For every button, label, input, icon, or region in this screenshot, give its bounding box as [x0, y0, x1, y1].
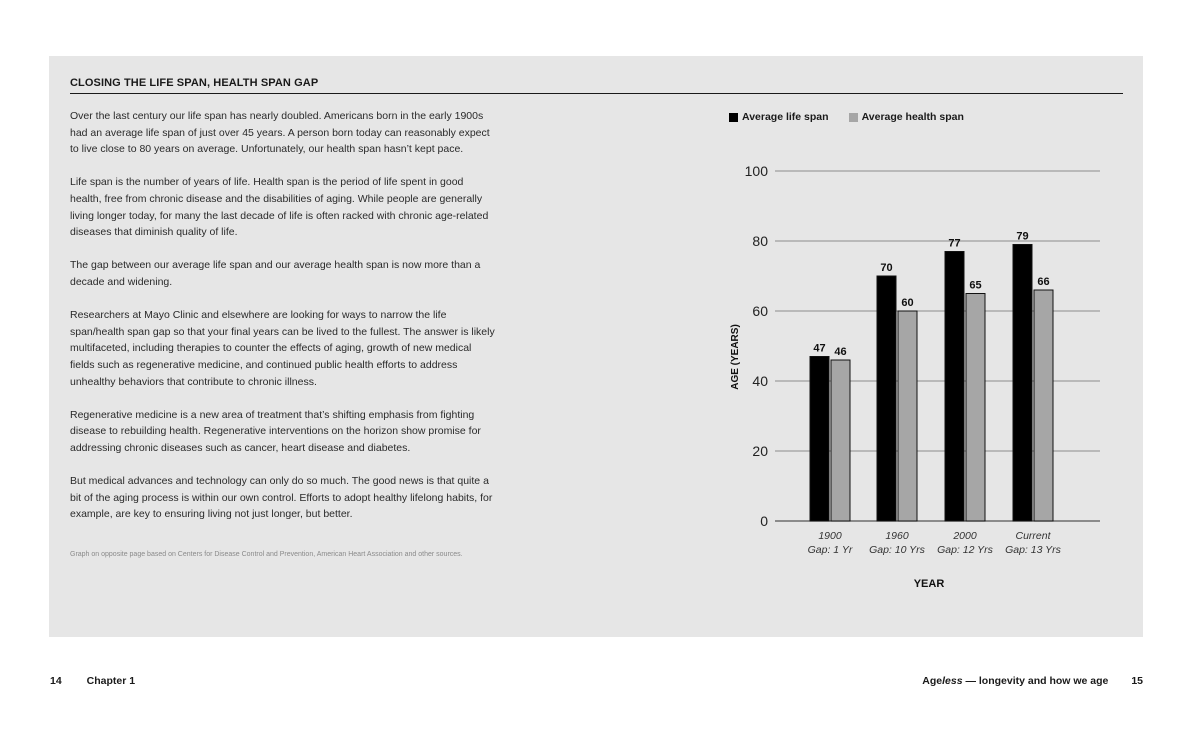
legend-label-life-span: Average life span	[742, 111, 829, 123]
paragraph: But medical advances and technology can only do so much. The good news is that quite a bit of the aging process is within our own control. Efforts to adopt healthy lifelong habits, for example, are key to ensuring living not just longer, but better.	[70, 475, 493, 521]
book-title-italic: less	[942, 675, 963, 687]
x-axis-label: YEAR	[913, 578, 945, 590]
book-title	[922, 675, 1108, 687]
bar-value-label: 70	[880, 262, 893, 274]
source-note: Graph on opposite page based on Centers for Disease Control and Prevention, American Heart Association and other sources.	[70, 551, 463, 558]
section-heading: CLOSING THE LIFE SPAN, HEALTH SPAN GAP	[70, 77, 319, 89]
chapter-label: Chapter 1	[86, 675, 136, 687]
footer-right	[922, 675, 1143, 687]
y-tick-label: 0	[760, 513, 768, 529]
x-tick-sublabel: Gap: 13 Yrs	[1005, 544, 1061, 556]
bar-value-label: 79	[1016, 230, 1029, 243]
bar	[945, 252, 964, 522]
y-tick-label: 60	[752, 303, 768, 319]
bar-value-label: 47	[813, 342, 826, 355]
bar-value-label: 77	[948, 237, 961, 250]
bar-value-label: 60	[901, 297, 914, 309]
paragraph: Life span is the number of years of life. Health span is the period of life spent in good health, free from chronic disease and the disabilities of aging. While people are generally living longer today, for many the last decade of life is often racked with chronic age-related diseases that diminish quality of life.	[70, 176, 489, 239]
book-title-post: — longevity and how we age	[962, 675, 1109, 687]
y-tick-label: 20	[752, 443, 768, 459]
bar	[966, 294, 985, 522]
bar-value-label: 65	[969, 279, 982, 292]
x-tick-sublabel: Gap: 1 Yr	[807, 544, 853, 556]
y-tick-label: 100	[744, 163, 768, 179]
bar	[1034, 290, 1053, 521]
bar	[1013, 245, 1032, 522]
paragraph: Researchers at Mayo Clinic and elsewhere are looking for ways to narrow the life span/health span gap so that your final years can be lived to the fullest. The answer is likely multifaceted, including therapies to counter the effects of aging, growth of new medical fields such as regenerative medicine, and continued public health efforts to address unhealthy behaviors that contribute to chronic illness.	[70, 309, 495, 388]
paragraph: Regenerative medicine is a new area of treatment that’s shifting emphasis from fighting disease to rebuilding health. Regenerative interventions on the horizon show promise for addressing chronic diseases such as cancer, heart disease and diabetes.	[70, 408, 481, 454]
footer-left	[50, 675, 135, 687]
left-page-number: 14	[50, 675, 62, 687]
x-tick-sublabel: Gap: 12 Yrs	[937, 544, 993, 556]
x-tick-label: 1960	[885, 530, 909, 542]
x-tick-label: 2000	[953, 530, 977, 542]
book-title-pre: Age	[922, 675, 943, 687]
paragraph: The gap between our average life span and our average health span is now more than a decade and widening.	[70, 259, 481, 288]
legend-label-health-span: Average health span	[861, 111, 964, 123]
bar-value-label: 66	[1037, 276, 1050, 288]
bar	[877, 276, 896, 521]
bar	[898, 311, 917, 521]
x-tick-sublabel: Gap: 10 Yrs	[869, 544, 925, 556]
y-axis-label: AGE (YEARS)	[730, 324, 741, 390]
y-tick-label: 40	[752, 373, 768, 389]
x-tick-label: Current	[1015, 530, 1051, 542]
paragraph: Over the last century our life span has nearly doubled. Americans born in the early 1900s had an average life span of just over 45 years. A person born today can reasonably expect to live close to 80 years on average. Unfortunately, our health span hasn’t kept pace.	[70, 110, 490, 156]
bar	[810, 357, 829, 522]
bar-value-label: 46	[834, 346, 847, 358]
right-page-number: 15	[1131, 675, 1143, 687]
y-tick-label: 80	[752, 233, 768, 249]
x-tick-label: 1900	[818, 530, 842, 542]
bar	[831, 360, 850, 521]
